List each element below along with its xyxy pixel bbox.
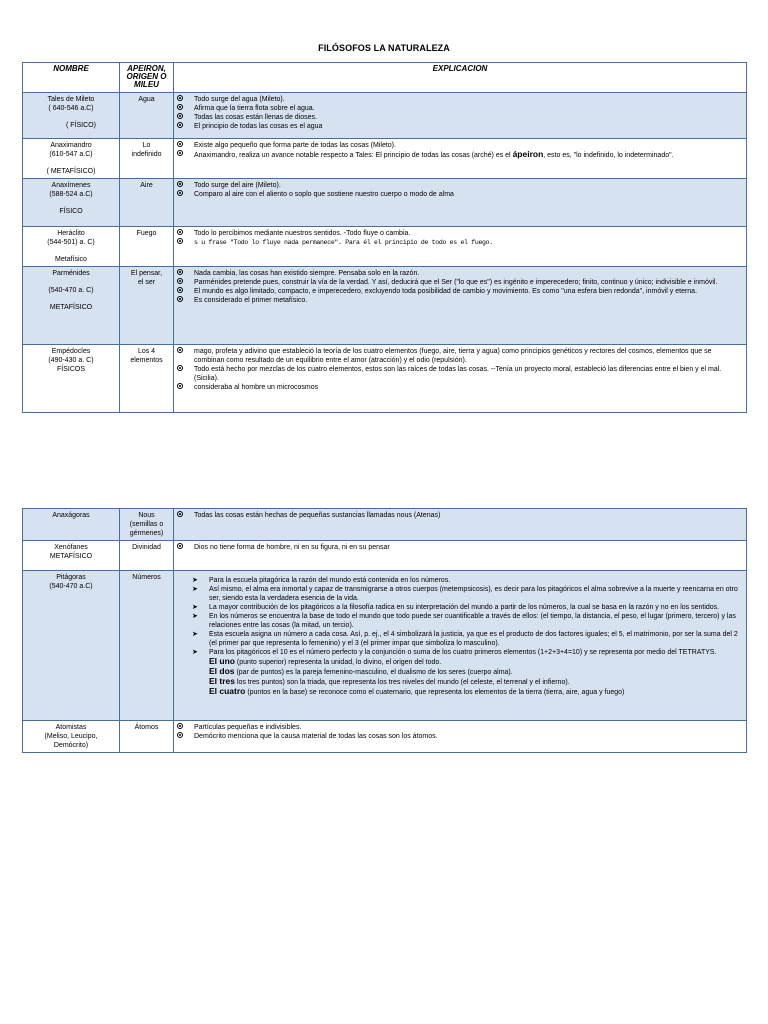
- arrow-bullet-icon: ➤: [192, 649, 198, 656]
- bullet-icon: [177, 104, 183, 110]
- bullet-icon: [177, 543, 183, 549]
- origin-cell: Números: [120, 571, 174, 721]
- origin-cell: Los 4 elementos: [120, 345, 174, 413]
- origin-cell: Lo indefinido: [120, 139, 174, 179]
- table-row: [23, 227, 747, 267]
- philosophers-table-1: [22, 62, 747, 413]
- table-row: [23, 139, 747, 179]
- explanation-cell: [174, 179, 747, 227]
- list-item: Todo lo percibimos mediante nuestros sentidos. -Todo fluye o cambia.: [177, 229, 743, 238]
- origin-cell: Átomos: [120, 721, 174, 753]
- origin-cell: Nous (semillas o gérmenes): [120, 509, 174, 541]
- philosopher-name: Atomistas (Meliso, Leucipo, Demócrito): [23, 721, 120, 753]
- list-item: ➤ Esta escuela asigna un número a cada cosa. Así, p. ej., el 4 simbolizará la justicia, ya que es el producto de dos factores iguales; el 5, el matrimonio, por ser la suma del 2 (el primer par que representa lo femenino) y el 3 (el primer impar que simboliza lo masculino).: [192, 631, 738, 647]
- list-item: s u frase "Todo lo fluye nada permanece". Para él el principio de todo es el fuego.: [177, 238, 743, 247]
- explanation-cell: [174, 267, 747, 345]
- table-row: [23, 267, 747, 345]
- list-item: Parménides pretende pues, construir la vía de la verdad. Y así, deducirá que el Ser ("lo que es") es ingénito e imperecedero; finito, continuo y único; indivisible e inmóvil.: [177, 278, 743, 287]
- list-item: Dios no tiene forma de hombre, ni en su figura, ni en su pensar: [177, 543, 743, 552]
- bullet-icon: [177, 287, 183, 293]
- explanation-cell: [174, 571, 747, 721]
- origin-cell: El pensar, el ser: [120, 267, 174, 345]
- bullet-icon: [177, 95, 183, 101]
- list-item: Todas las cosas están llenas de dioses.: [177, 113, 743, 122]
- list-item: Todo está hecho por mezclas de los cuatro elementos, estos son las raíces de todas las cosas. --Tenía un proyecto moral, estableció las diferencias entre el bien y el mal. (Sicilia).: [177, 365, 743, 383]
- philosopher-name: Parménides (540-470 a. C) METAFÍSICO: [23, 267, 120, 345]
- list-item: ➤ En los números se encuentra la base de todo el mundo que todo puede ser cuantificable a través de ellos: (el tiempo, la distancia, el peso, el lugar (primero, tercero) y las relaciones entre las cosas (la mitad, un tercio).: [192, 613, 736, 629]
- arrow-bullet-icon: ➤: [192, 577, 198, 584]
- origin-cell: Divinidad: [120, 541, 174, 571]
- table-row: [23, 345, 747, 413]
- bullet-icon: [177, 278, 183, 284]
- bullet-icon: [177, 229, 183, 235]
- list-item: Nada cambia, las cosas han existido siempre. Pensaba solo en la razón.: [177, 269, 743, 278]
- list-item: consideraba al hombre un microcosmos: [177, 383, 743, 392]
- list-item: mago, profeta y adivino que estableció la teoría de los cuatro elementos (fuego, aire, tierra y agua) como principios genéticos y rectores del cosmos, elementos que se combinan como resultado de un equilibrio entre el amor (atracción) y el odio (repulsión).: [177, 347, 743, 365]
- bullet-icon: [177, 269, 183, 275]
- tetratys-item: El dos (par de puntos) es la pareja femenino-masculino, el dualismo de los seres (cuerpo alma).: [209, 666, 513, 676]
- list-item: Afirma que la tierra flota sobre el agua.: [177, 104, 743, 113]
- table-header-row: [23, 63, 747, 93]
- bullet-icon: [177, 150, 183, 156]
- list-item: El mundo es algo limitado, compacto, e imperecedero, excluyendo toda posibilidad de cambio y movimiento. Es como "una esfera bien redonda", inmóvil y eterna.: [177, 287, 743, 296]
- tetratys-item: El cuatro (puntos en la base) se reconoce como el cuaternario, que representa los elementos de la tierra (tierra, aire, agua y fuego): [209, 686, 625, 696]
- bullet-icon: [177, 732, 183, 738]
- list-item: Demócrito menciona que la causa material de todas las cosas son los átomos.: [177, 732, 743, 741]
- table-row: [23, 721, 747, 753]
- list-item: ➤ Así mismo, el alma era inmortal y capaz de transmigrarse a otros cuerpos (metempsicosis), es decir para los pitagóricos el alma sobrevive a la muerte y reencarna en otro ser, siendo esta la verdadera esencia de la vida.: [192, 586, 738, 602]
- explanation-cell: [174, 93, 747, 139]
- list-item: Existe algo pequeño que forma parte de todas las cosas (Mileto).: [177, 141, 743, 150]
- explanation-cell: [174, 227, 747, 267]
- list-item: ➤ Para la escuela pitagórica la razón del mundo está contenida en los números.: [192, 577, 451, 584]
- list-item: Comparo al aire con el aliento o soplo que sostiene nuestro cuerpo o modo de alma: [177, 190, 743, 199]
- philosopher-name: Anaxágoras: [23, 509, 120, 541]
- explanation-cell: [174, 509, 747, 541]
- tetratys-item: El tres los tres puntos) son la triada, que representa los tres niveles del mundo (el celeste, el terrenal y el infierno).: [209, 676, 570, 686]
- philosopher-name: Tales de Mileto ( 640-546 a.C) ( FÍSICO): [23, 93, 120, 139]
- origin-cell: Aire: [120, 179, 174, 227]
- table-row: [23, 509, 747, 541]
- bullet-icon: [177, 141, 183, 147]
- bullet-icon: [177, 238, 183, 244]
- origin-cell: Agua: [120, 93, 174, 139]
- list-item: ➤ La mayor contribución de los pitagóricos a la filosofía radica en su interpretación del mundo a partir de los números, la cual se basa en la razón y no en los sentidos.: [192, 604, 720, 611]
- philosopher-name: Xenófanes METAFÍSICO: [23, 541, 120, 571]
- list-item: Anaximandro, realiza un avance notable respecto a Tales: El principio de todas las cosas (arché) es el ápeiron, esto es, "lo indefinido, lo indeterminado".: [177, 150, 743, 160]
- philosopher-name: Anaximandro (610-547 a.C) ( METAFÍSICO): [23, 139, 120, 179]
- list-item: El principio de todas las cosas es el agua: [177, 122, 743, 131]
- tetratys-list: [192, 657, 743, 697]
- header-nombre: NOMBRE: [23, 63, 120, 93]
- list-item: Todas las cosas están hechas de pequeñas sustancias llamadas nous (Atenas): [177, 511, 743, 520]
- list-item: ➤ Para los pitagóricos el 10 es el número perfecto y la conjunción o suma de los cuatro primeros elementos (1+2+3+4=10) y se representa por medio del TETRATYS.: [192, 649, 717, 656]
- philosophers-table-2: [22, 508, 747, 753]
- bullet-icon: [177, 347, 183, 353]
- list-item: Todo surge del aire (Mileto).: [177, 181, 743, 190]
- explanation-cell: [174, 139, 747, 179]
- origin-cell: Fuego: [120, 227, 174, 267]
- bullet-icon: [177, 723, 183, 729]
- list-item: Partículas pequeñas e indivisibles.: [177, 723, 743, 732]
- arrow-bullet-icon: ➤: [192, 631, 198, 638]
- table-row: [23, 541, 747, 571]
- philosopher-name: Heráclito (544-501) a. C) Metafísico: [23, 227, 120, 267]
- list-item: Todo surge del agua (Mileto).: [177, 95, 743, 104]
- explanation-cell: [174, 345, 747, 413]
- bullet-icon: [177, 113, 183, 119]
- arrow-bullet-icon: ➤: [192, 586, 198, 593]
- arrow-bullet-icon: ➤: [192, 604, 198, 611]
- bullet-icon: [177, 511, 183, 517]
- explanation-cell: [174, 541, 747, 571]
- explanation-cell: [174, 721, 747, 753]
- list-item: Es considerado el primer metafísico.: [177, 296, 743, 305]
- philosopher-name: Anaxímenes (588-524 a.C) FÍSICO: [23, 179, 120, 227]
- arrow-bullet-icon: ➤: [192, 613, 198, 620]
- bullet-icon: [177, 190, 183, 196]
- apeiron-term: ápeiron: [512, 149, 544, 159]
- header-explicacion: EXPLICACION: [174, 63, 747, 93]
- bullet-icon: [177, 122, 183, 128]
- bullet-icon: [177, 383, 183, 389]
- bullet-icon: [177, 365, 183, 371]
- table-row: [23, 179, 747, 227]
- header-origen: APEIRON, ORIGEN O MILEU: [120, 63, 174, 93]
- table-row: [23, 571, 747, 721]
- table-row: [23, 93, 747, 139]
- tetratys-item: El uno (punto superior) representa la unidad, lo divino, el origen del todo.: [209, 656, 442, 666]
- bullet-icon: [177, 181, 183, 187]
- philosopher-name: Empédocles (490-430 a. C) FÍSICOS: [23, 345, 120, 413]
- philosopher-name: Pitágoras (540-470 a.C): [23, 571, 120, 721]
- bullet-icon: [177, 296, 183, 302]
- document-title: FILÓSOFOS LA NATURALEZA: [318, 43, 450, 53]
